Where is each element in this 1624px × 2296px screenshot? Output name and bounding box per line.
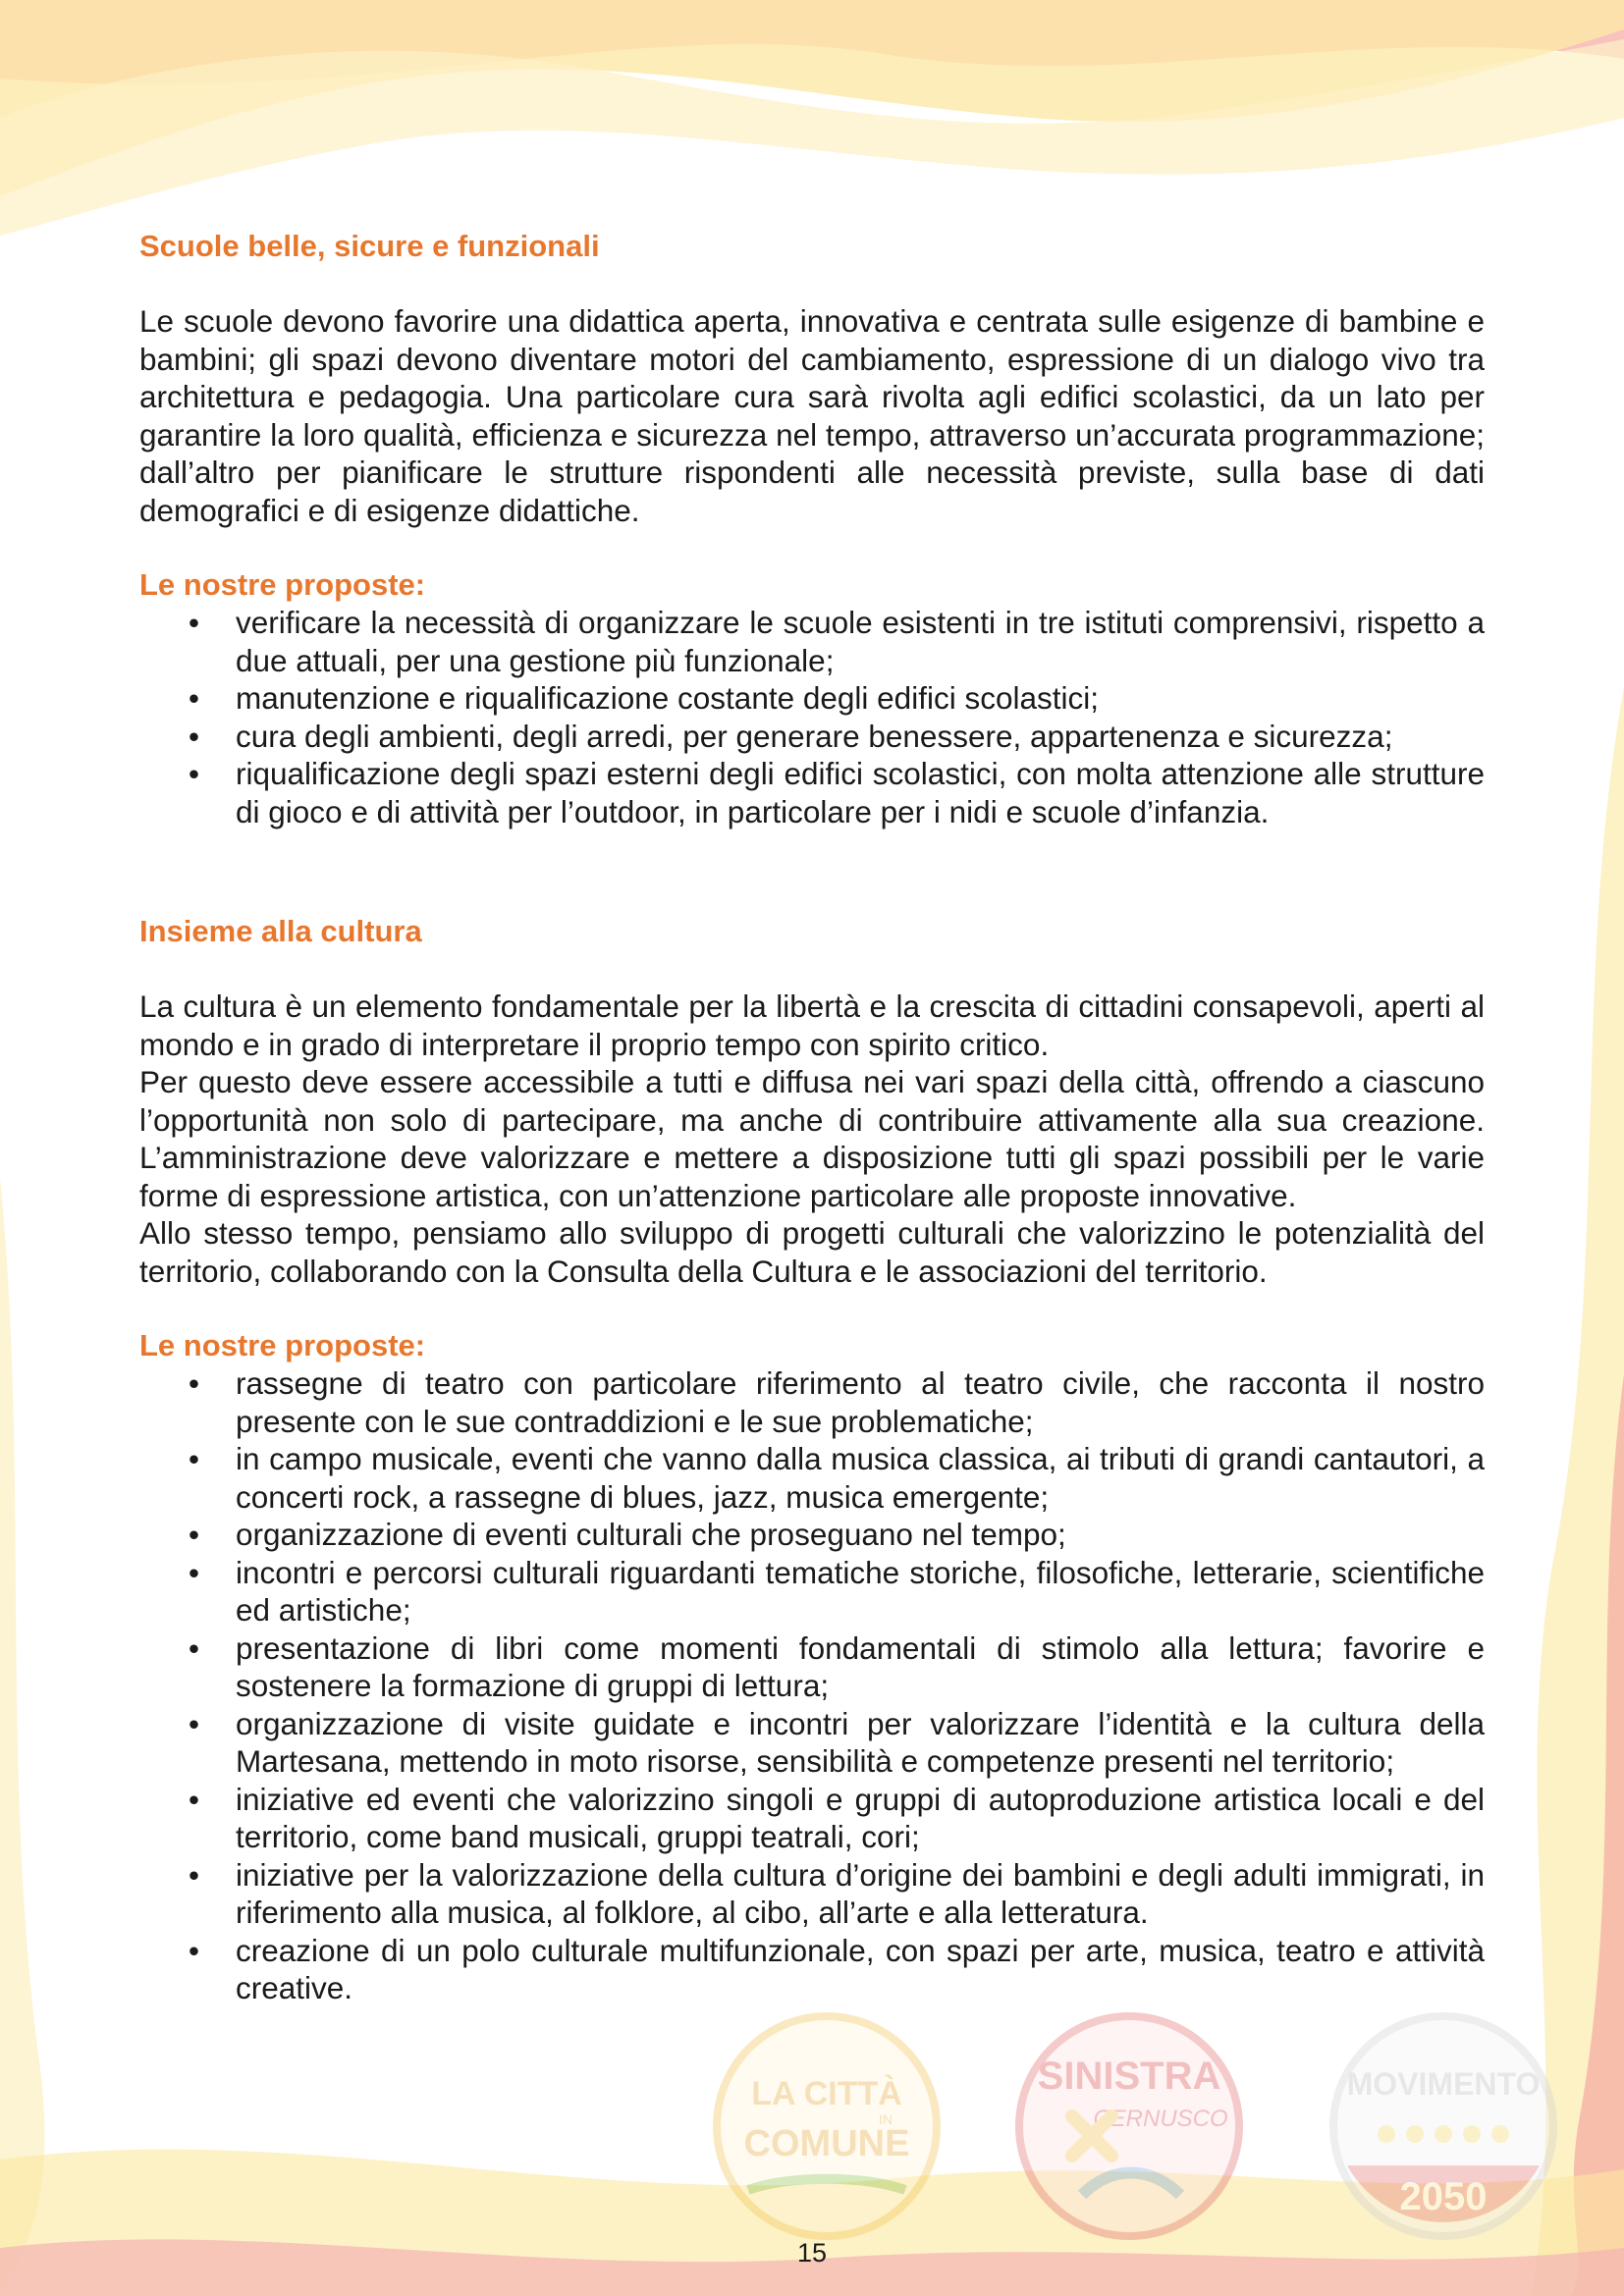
bullet-icon: • bbox=[189, 718, 200, 754]
party-logos bbox=[709, 2008, 1565, 2244]
bullet-icon: • bbox=[189, 1781, 200, 1817]
logo-1-small-text: IN bbox=[879, 2111, 893, 2127]
proposal-item: • organizzazione di eventi culturali che proseguano nel tempo; bbox=[189, 1517, 1066, 1552]
proposals-list bbox=[139, 1364, 1485, 2007]
bullet-icon: • bbox=[189, 1705, 200, 1741]
bullet-icon: • bbox=[189, 1441, 200, 1476]
proposal-item: • presentazione di libri come momenti fondamentali di stimolo alla lettura; favorire e sostenere la formazione di gruppi di lettura; bbox=[189, 1629, 1485, 1703]
bullet-icon: • bbox=[189, 1554, 200, 1590]
section-scuole bbox=[139, 228, 1485, 830]
logo-movimento-2050 bbox=[1333, 2016, 1553, 2236]
section-title: Insieme alla cultura bbox=[139, 914, 422, 948]
proposals-list bbox=[139, 604, 1485, 830]
bullet-icon: • bbox=[189, 1365, 200, 1401]
logo-2-top-text: SINISTRA bbox=[1037, 2055, 1221, 2098]
bullet-icon: • bbox=[189, 1856, 200, 1893]
logo-1-top-text: LA CITTÀ bbox=[751, 2075, 902, 2112]
bullet-icon: • bbox=[189, 756, 200, 791]
proposal-item: • rassegne di teatro con particolare riferimento al teatro civile, che racconta il nostro presente con le sue contraddizioni e le sue problematiche; bbox=[189, 1365, 1485, 1439]
proposal-item: • iniziative per la valorizzazione della cultura d’origine dei bambini e degli adulti immigrati, in riferimento alla musica, al folklore, al cibo, all’arte e alla letteratura. bbox=[189, 1856, 1485, 1930]
proposal-item: • iniziative ed eventi che valorizzino singoli e gruppi di autoproduzione artistica locali e del territorio, come band musicali, gruppi teatrali, cori; bbox=[189, 1781, 1485, 1854]
section-cultura bbox=[139, 913, 1485, 2007]
section-paragraph: Allo stesso tempo, pensiamo allo sviluppo di progetti culturali che valorizzino le potenzialità del territorio, collaborando con la Consulta della Cultura e le associazioni del territorio. bbox=[139, 1215, 1485, 1289]
logo-la-citta-in-comune bbox=[717, 2016, 937, 2236]
proposal-item: • cura degli ambienti, degli arredi, per generare benessere, appartenenza e sicurezza; bbox=[189, 718, 1393, 754]
bullet-icon: • bbox=[189, 680, 200, 716]
section-paragraph: Le scuole devono favorire una didattica aperta, innovativa e centrata sulle esigenze di bambine e bambini; gli spazi devono diventare motori del cambiamento, espressione di un dialogo vivo tra architettura e pedagogia. Una particolare cura sarà rivolta agli edifici scolastici, da un lato per garantire la loro qualità, efficienza e sicurezza nel tempo, attraverso un’accurata programmazione; dall’altro per pianificare le strutture rispondenti alle necessità previste, sulla base di dati demografici e di esigenze didattiche. bbox=[139, 303, 1485, 528]
section-paragraph: Per questo deve essere accessibile a tutti e diffusa nei vari spazi della città, offrendo a ciascuno l’opportunità non solo di partecipare, ma anche di contribuire attivamente alla sua creazione. L’amministrazione deve valorizzare e mettere a disposizione tutti gli spazi possibili per le varie forme di espressione artistica, con un’attenzione particolare alle proposte innovative. bbox=[139, 1064, 1485, 1213]
proposals-title: Le nostre proposte: bbox=[139, 1328, 426, 1362]
logo-2-bottom-text: CERNUSCO bbox=[1093, 2106, 1228, 2132]
proposal-item: • riqualificazione degli spazi esterni degli edifici scolastici, con molta attenzione alle strutture di gioco e di attività per l’outdoor, in particolare per i nidi e scuole d’infanzia. bbox=[189, 756, 1485, 829]
logo-sinistra-cernusco bbox=[1019, 2016, 1239, 2236]
bullet-icon: • bbox=[189, 1629, 200, 1666]
logo-1-bottom-text: COMUNE bbox=[743, 2123, 910, 2164]
proposal-item: • creazione di un polo culturale multifunzionale, con spazi per arte, musica, teatro e attività creative. bbox=[189, 1932, 1485, 2005]
page-number: 15 bbox=[796, 2238, 828, 2268]
proposal-item: • verificare la necessità di organizzare le scuole esistenti in tre istituti comprensivi, rispetto a due attuali, per una gestione più funzionale; bbox=[189, 605, 1485, 678]
logo-3-bottom-text: 2050 bbox=[1399, 2175, 1488, 2218]
proposal-item: • incontri e percorsi culturali riguardanti tematiche storiche, filosofiche, letterarie, scientifiche ed artistiche; bbox=[189, 1554, 1485, 1628]
section-paragraph: La cultura è un elemento fondamentale per la libertà e la crescita di cittadini consapevoli, aperti al mondo e in grado di interpretare il proprio tempo con spirito critico. bbox=[139, 988, 1485, 1062]
logo-3-top-text: MOVIMENTO bbox=[1346, 2066, 1541, 2102]
bullet-icon: • bbox=[189, 1932, 200, 1968]
bullet-icon: • bbox=[189, 1517, 200, 1552]
page-content bbox=[139, 228, 1485, 2007]
proposals-title: Le nostre proposte: bbox=[139, 567, 426, 602]
proposal-item: • manutenzione e riqualificazione costante degli edifici scolastici; bbox=[189, 680, 1099, 716]
left-wave bbox=[0, 1178, 44, 2296]
bullet-icon: • bbox=[189, 605, 200, 640]
section-title: Scuole belle, sicure e funzionali bbox=[139, 229, 600, 263]
proposal-item: • in campo musicale, eventi che vanno dalla musica classica, ai tributi di grandi cantautori, a concerti rock, a rassegne di blues, jazz, musica emergente; bbox=[189, 1441, 1485, 1515]
proposal-item: • organizzazione di visite guidate e incontri per valorizzare l’identità e la cultura della Martesana, mettendo in moto risorse, sensibilità e competenze presenti nel territorio; bbox=[189, 1705, 1485, 1779]
